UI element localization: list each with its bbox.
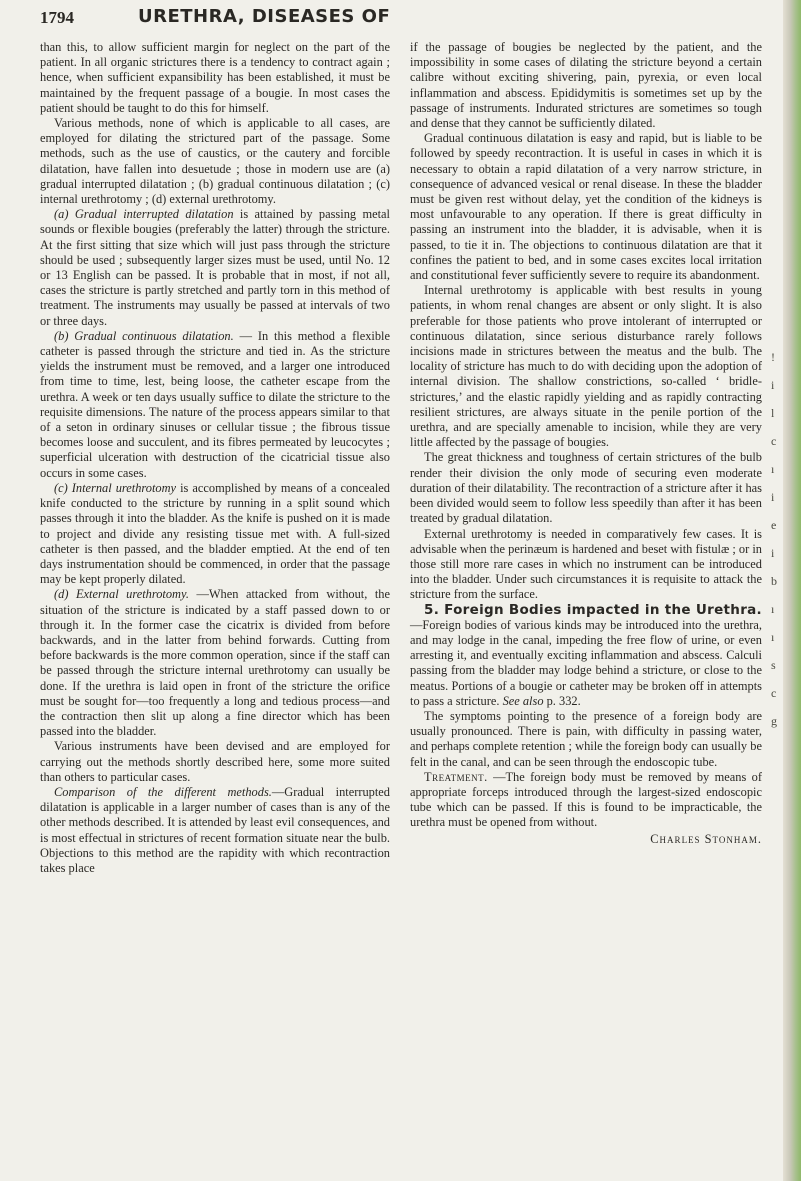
running-head: URETHRA, DISEASES OF [138,6,391,27]
paragraph: if the passage of bougies be neglected by the patient, and the impossibility in some cases of dilating the stricture beyond a certain calibre without exciting shivering, pain, pyrexia, or even local inflammation and abscess. Epididymitis is sometimes set up by the passage of instruments. Indurated strictures are sometimes so tough and dense that they cannot be sufficiently dilated. [410,40,762,131]
gutter-fragment: c [771,686,777,700]
gutter-fragment: e [771,518,777,532]
paragraph [40,329,390,481]
gutter-fragment: b [771,574,777,588]
paragraph: Various instruments have been devised and are employed for carrying out the methods shortly described here, some more suited than others to particular cases. [40,739,390,784]
paragraph-text: —Gradual interrupted dilatation is applicable in a larger number of cases than is any of the other methods described. It is attended by least evil consequences, and is most effectual in strictures of recent formation situate near the bulb. Objections to this method are the rapidity with which recontraction takes place [40,784,390,875]
gutter-fragments [767,0,781,1181]
paragraph-text: — In this method a flexible catheter is passed through the stricture and tied in. As the stricture yields the instrument must be removed, and a larger one introduced from time to time, lest, being loose, the catheter escape from the urethra. A week or ten days usually suffice to dilate the stricture to the requisite dimensions. The nature of the process appears similar to that of a seton in ordinary sinuses or cellular tissue ; the fibrous tissue becomes loose and succulent, and its fibres permeated by leucocytes ; superficial ulceration with destruction of the cicatricial tissue also occurs in some cases. [40,328,390,480]
paragraph [410,603,762,709]
left-column [40,40,390,876]
paragraph-text: is accomplished by means of a concealed knife conducted to the stricture by running in a split sound which passes through it into the bladder. As the knife is pushed on it is made to project and divide any resisting tissue met with. A full-sized catheter is then passed, and the bladder emptied. At the end of ten days instrumentation should be commenced, in order that the passage may be kept properly dilated. [40,480,391,587]
gutter-fragment: ı [771,630,775,644]
gutter-fragment: l [771,406,775,420]
author-signature: Charles Stonham. [650,831,762,846]
paragraph: than this, to allow sufficient margin for neglect on the part of the patient. In all organic strictures there is a tendency to contract again ; hence, when sufficient expansibility has been established, it must be maintained by the frequent passage of a bougie. In most cases the patient should be taught to do this for himself. [40,40,390,115]
paragraph: The great thickness and toughness of certain strictures of the bulb render their division the only mode of securing even moderate duration of their dilatability. The recontraction of a stricture after it has been divided would seem to follow less speedily than after it has been treated by gradual dilatation. [410,450,762,526]
paragraph [410,770,762,831]
paragraph [40,587,390,739]
paragraph: External urethrotomy is needed in comparatively few cases. It is advisable when the perinæum is hardened and beset with fistulæ ; or in those still more rare cases in which no instrument can be introduced into the bladder. Under such circumstances it is requisite to attack the stricture from the surface. [410,526,762,602]
paragraph-text: is attained by passing metal sounds or flexible bougies (preferably the latter) through the stricture. At the first sitting that size which will just pass through the stricture should be used ; subsequently larger sizes must be used, until No. 12 or 13 English can be passed. It is probable that in most, if not all, cases the stricture is partly stretched and partly torn in this method of treatment. The instruments may usually be passed at intervals of two or three days. [40,207,390,328]
gutter-fragment: ! [771,350,775,364]
paragraph-text: —The foreign body must be removed by means of appropriate forceps introduced through the largest-sized endoscopic tube which can be passed. If this is found to be impracticable, the urethra must be opened from without. [410,769,762,830]
subsection-label: (a) Gradual interrupted dilatation [54,207,234,222]
paragraph: Internal urethrotomy is applicable with best results in young patients, in whom renal changes are absent or only slight. It is also preferable for those patients who prove intolerant of interrupted or continuous dilatation, since serious disturbance rarely follows incisions made in strictures between the meatus and the bulb. The locality of stricture has much to do with deciding upon the adoption of internal division. The shallow constrictions, so-called ‘ bridle-strictures,’ and the elastic rapidly yielding and as rapidly contracting resilient strictures, are always situate in the penile portion of the urethra, and are specially amenable to incision, while they are very little affected by the passage of bougies. [410,283,762,450]
subsection-label: Comparison of the different methods. [54,784,272,799]
cross-reference-label: See also [502,693,544,708]
gutter-fragment: i [771,378,775,392]
paragraph: Gradual continuous dilatation is easy and rapid, but is liable to be followed by speedy recontraction. It is useful in cases in which it is necessary to obtain a rapid dilatation of a very narrow stricture, in consequence of advanced vesical or renal disease. In these the bladder must be given rest without delay, yet the condition of the kidneys is most unfavourable to any operation. If there is great difficulty in passing an instrument into the bladder, it is advisable, when it is passed, to tie it in. The objections to continuous dilatation are that it confines the patient to bed, and in some cases excites local irritation and constitutional fever sufficiently severe to require its abandonment. [410,131,762,283]
cross-reference-page: p. 332. [543,693,581,708]
page-header [40,6,777,32]
section-heading: 5. Foreign Bodies impacted in the Urethra. [424,601,762,618]
paragraph: Various methods, none of which is applicable to all cases, are employed for dilating the strictured part of the passage. Some methods, such as the use of caustics, or the cautery and forcible dilatation, have fallen into desuetude ; those in modern use are (a) gradual interrupted dilatation ; (b) gradual continuous dilatation ; (c) internal urethrotomy ; (d) external urethrotomy. [40,116,390,207]
gutter-fragment: ı [771,602,775,616]
subsection-label: (c) Internal urethrotomy [54,480,177,495]
subsection-label: (d) External urethrotomy. [54,587,189,602]
page-number: 1794 [40,8,74,27]
paragraph [40,481,390,587]
paragraph-text: —Foreign bodies of various kinds may be introduced into the urethra, and may lodge in the canal, impeding the free flow of urine, or even arresting it, and eventually exciting inflammation and abscess. Calculi passing from the bladder may lodge behind a stricture, or close to the meatus. Portions of a bougie or catheter may be broken off in attempts to pass a stricture. [410,617,762,708]
gutter-fragment: i [771,490,775,504]
treatment-label: Treatment. [424,769,488,784]
paragraph [40,207,390,329]
book-spine-edge [783,0,801,1181]
gutter-fragment: g [771,714,777,728]
subsection-label: (b) Gradual continuous dilatation. [54,328,234,343]
right-column [410,40,762,847]
paragraph-text: —When attacked from without, the situation of the stricture is indicated by a staff passed down to or through it. In the former case the cicatrix is divided from before backwards, and in the latter from behind forwards. Cutting from before backwards is the more common operation, since if the staff can be passed through the stricture internal urethrotomy can usually be done. If the urethra is laid open in front of the stricture the orifice must be sought for—too frequently a long and tedious process—and the contraction then slit up along a fine director which has been passed into the bladder. [40,587,390,739]
gutter-fragment: s [771,658,776,672]
gutter-fragment: c [771,434,777,448]
paragraph: The symptoms pointing to the presence of a foreign body are usually pronounced. There is pain, with difficulty in passing water, and perhaps complete retention ; while the foreign body can usually be felt in the canal, and can be seen through the endoscopic tube. [410,708,762,769]
gutter-fragment: i [771,546,775,560]
gutter-fragment: ı [771,462,775,476]
paragraph [40,785,390,876]
